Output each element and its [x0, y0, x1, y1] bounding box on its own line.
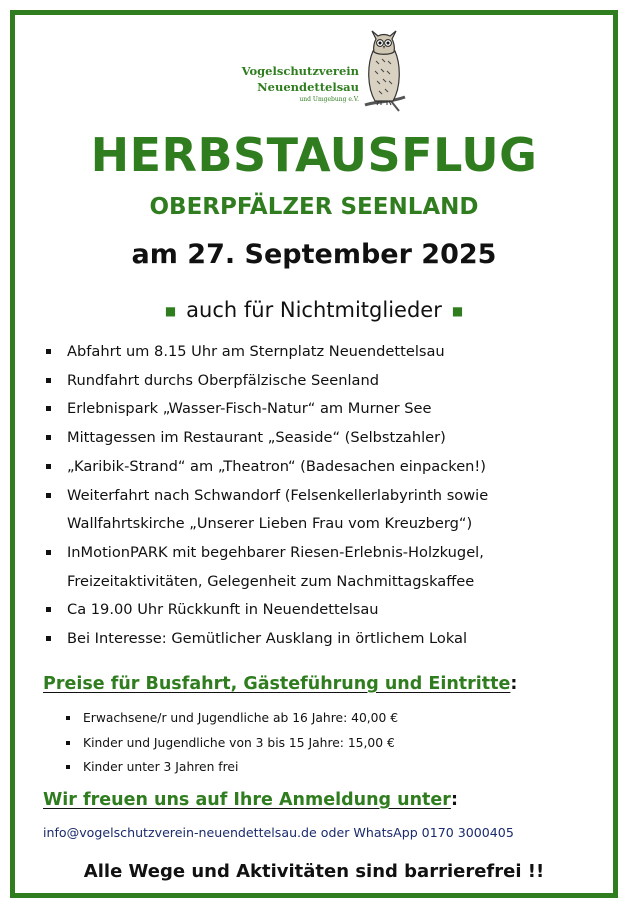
list-item: Erlebnispark „Wasser-Fisch-Natur“ am Murner See: [43, 395, 603, 424]
list-item: Weiterfahrt nach Schwandorf (Felsenkellerlabyrinth sowie: [43, 482, 603, 511]
prices-heading-text: Preise für Busfahrt, Gästeführung und Eintritte: [43, 674, 511, 694]
price-item: Kinder unter 3 Jahren frei: [63, 755, 583, 780]
list-item: „Karibik-Strand“ am „Theatron“ (Badesachen einpacken!): [43, 453, 603, 482]
square-bullet-icon: ■: [451, 304, 464, 318]
club-logo: [241, 21, 411, 119]
flyer-title: HERBSTAUSFLUG: [90, 128, 538, 182]
price-item: Kinder und Jugendliche von 3 bis 15 Jahre: 15,00 €: [63, 731, 583, 756]
price-item: Erwachsene/r und Jugendliche ab 16 Jahre: 40,00 €: [63, 706, 583, 731]
contact-info: info@vogelschutzverein-neuendettelsau.de oder WhatsApp 0170 3000405: [43, 825, 514, 840]
accessibility-note: Alle Wege und Aktivitäten sind barrierefrei !!: [83, 861, 545, 882]
square-bullet-icon: ■: [164, 304, 177, 318]
list-item: Mittagessen im Restaurant „Seaside“ (Selbstzahler): [43, 424, 603, 453]
logo-name-line1: Vogelschutzverein: [241, 64, 359, 78]
audience-notice: [15, 295, 613, 326]
logo-text: [241, 63, 359, 104]
registration-heading-text: Wir freuen uns auf Ihre Anmeldung unter: [43, 790, 451, 810]
list-item: Ca 19.00 Uhr Rückkunft in Neuendettelsau: [43, 596, 603, 625]
price-list: [63, 706, 583, 780]
list-item: Rundfahrt durchs Oberpfälzische Seenland: [43, 367, 603, 396]
registration-heading-colon: :: [450, 790, 458, 810]
prices-heading-colon: :: [510, 674, 518, 694]
list-item: Abfahrt um 8.15 Uhr am Sternplatz Neuendettelsau: [43, 338, 603, 367]
list-item: Bei Interesse: Gemütlicher Ausklang in örtlichem Lokal: [43, 625, 603, 654]
event-date: am 27. September 2025: [131, 239, 497, 270]
list-item: InMotionPARK mit begehbarer Riesen-Erlebnis-Holzkugel,: [43, 539, 603, 568]
flyer-frame: [10, 10, 618, 898]
list-item-continuation: Wallfahrtskirche „Unserer Lieben Frau vom Kreuzberg“): [67, 515, 473, 533]
list-item-continuation: Freizeitaktivitäten, Gelegenheit zum Nachmittagskaffee: [67, 572, 475, 590]
prices-heading: [43, 671, 613, 697]
program-list: [43, 338, 603, 654]
logo-name-line3: und Umgebung e.V.: [299, 96, 359, 103]
owl-icon: [361, 21, 407, 117]
registration-heading: [43, 787, 613, 813]
logo-name-line2: Neuendettelsau: [257, 80, 359, 94]
audience-notice-text: auch für Nichtmitglieder: [186, 298, 442, 322]
flyer-subtitle: OBERPFÄLZER SEENLAND: [149, 194, 479, 220]
